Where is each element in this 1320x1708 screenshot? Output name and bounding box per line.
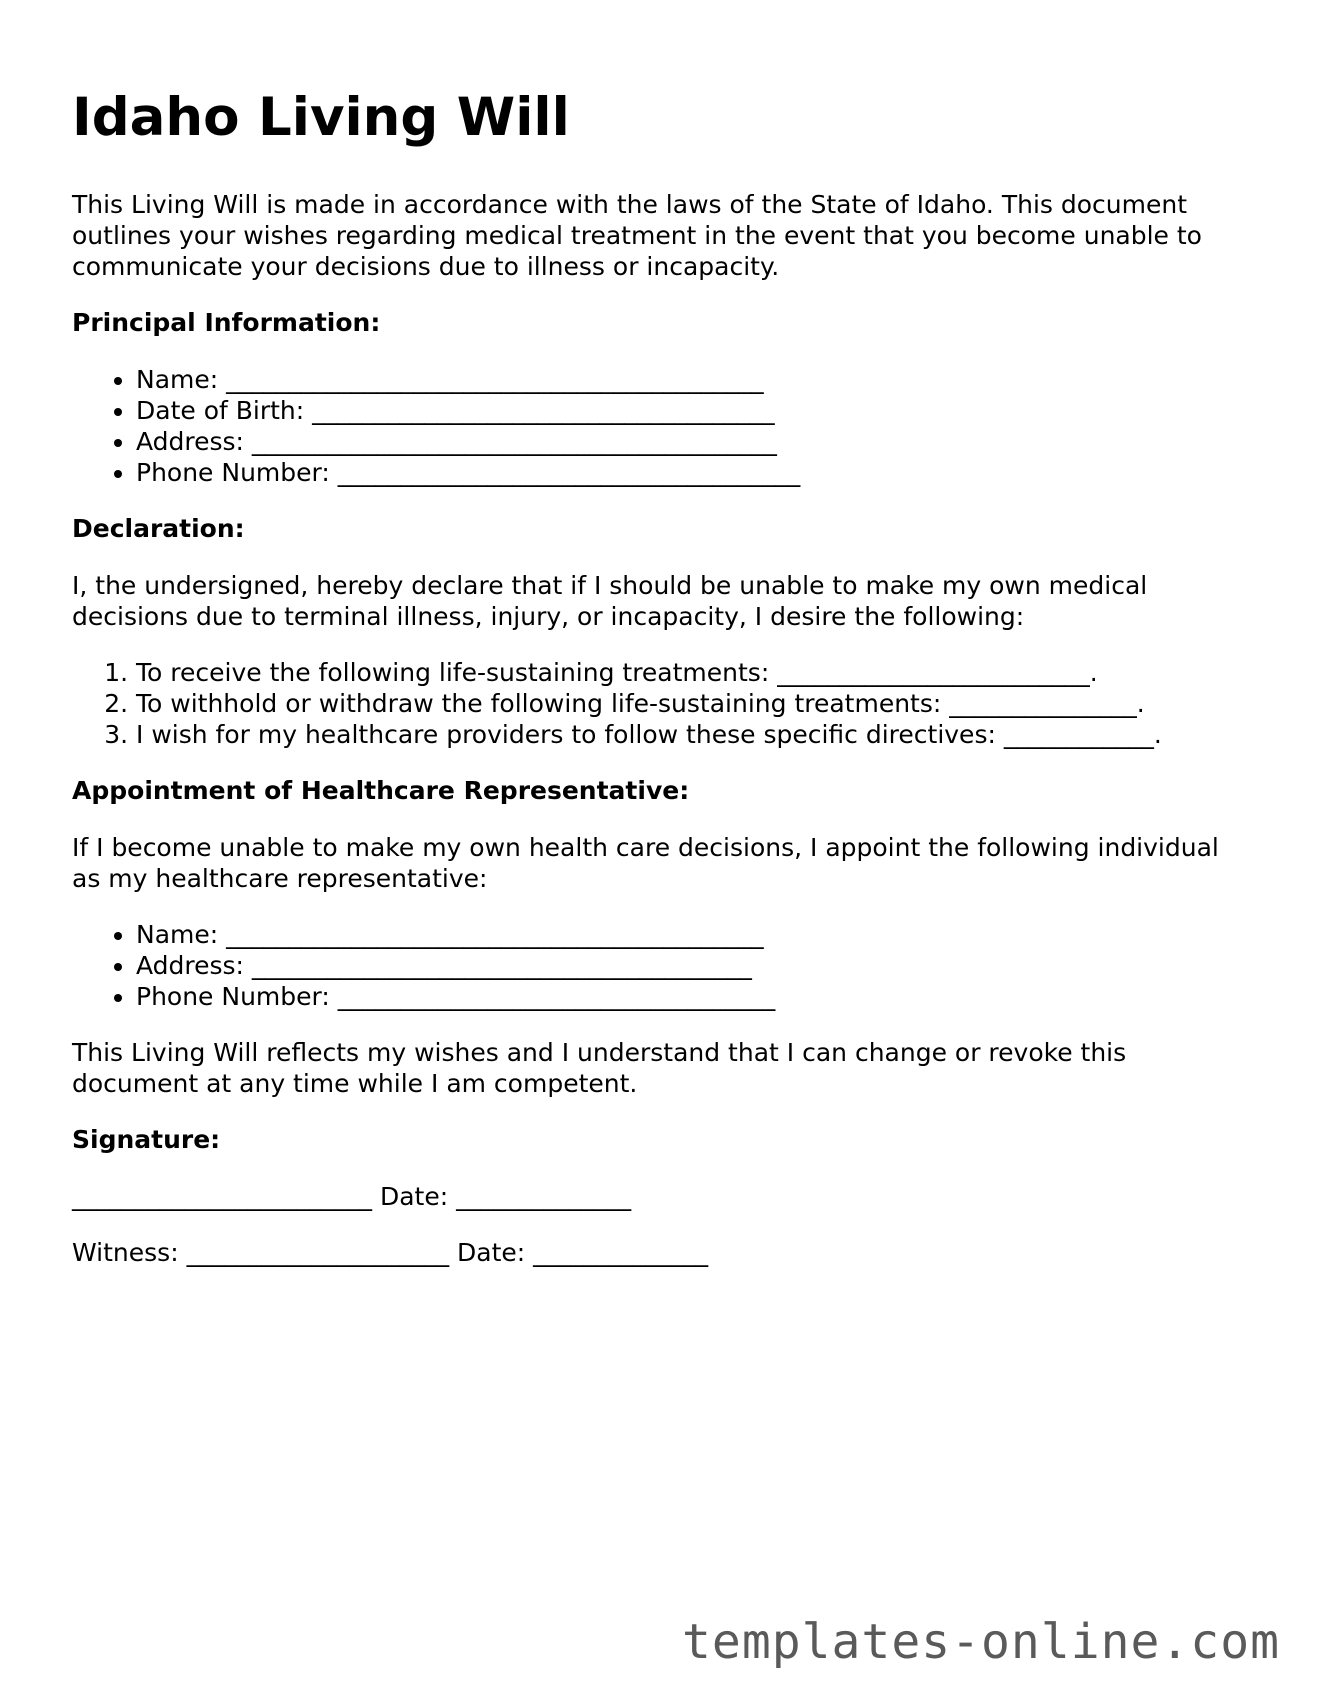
declaration-list [72, 657, 1252, 750]
closing-paragraph: This Living Will reflects my wishes and I understand that I can change or revoke this document at any time while I am competent. [72, 1037, 1127, 1098]
intro-paragraph: This Living Will is made in accordance with the laws of the State of Idaho. This document outlines your wishes regarding medical treatment in the event that you become unable to communicate your decisions due to illness or incapacity. [72, 189, 1202, 281]
document-title: Idaho Living Will [72, 87, 570, 148]
representative-heading: Appointment of Healthcare Representative: [72, 775, 690, 805]
principal-heading: Principal Information: [72, 307, 381, 337]
declaration-item-withhold: 2. To withhold or withdraw the following life-sustaining treatments: _______________. [136, 688, 1252, 719]
signature-line: ________________________ Date: ______________ [72, 1181, 632, 1211]
principal-name-field: • Name: ___________________________________________ [136, 364, 1252, 395]
principal-address-field: • Address: __________________________________________ [136, 426, 1252, 457]
representative-list [72, 919, 1252, 1012]
representative-paragraph: If I become unable to make my own health care decisions, I appoint the following individual as my healthcare representative: [72, 832, 1219, 893]
principal-list [72, 364, 1252, 488]
principal-dob-field: • Date of Birth: _____________________________________ [136, 395, 1252, 426]
watermark: templates-online.com [682, 1614, 1280, 1670]
document-page [72, 88, 1252, 1293]
witness-line: Witness: _____________________ Date: ______________ [72, 1237, 709, 1267]
declaration-item-receive: 1. To receive the following life-sustaining treatments: _________________________. [136, 657, 1252, 688]
representative-address-field: • Address: ________________________________________ [136, 950, 1252, 981]
declaration-heading: Declaration: [72, 513, 245, 543]
representative-phone-field: • Phone Number: ___________________________________ [136, 981, 1252, 1012]
declaration-paragraph: I, the undersigned, hereby declare that if I should be unable to make my own medical decisions due to terminal illness, injury, or incapacity, I desire the following: [72, 570, 1148, 631]
declaration-item-directives: 3. I wish for my healthcare providers to follow these specific directives: ____________. [136, 719, 1252, 750]
signature-heading: Signature: [72, 1124, 221, 1154]
representative-name-field: • Name: ___________________________________________ [136, 919, 1252, 950]
principal-phone-field: • Phone Number: _____________________________________ [136, 457, 1252, 488]
